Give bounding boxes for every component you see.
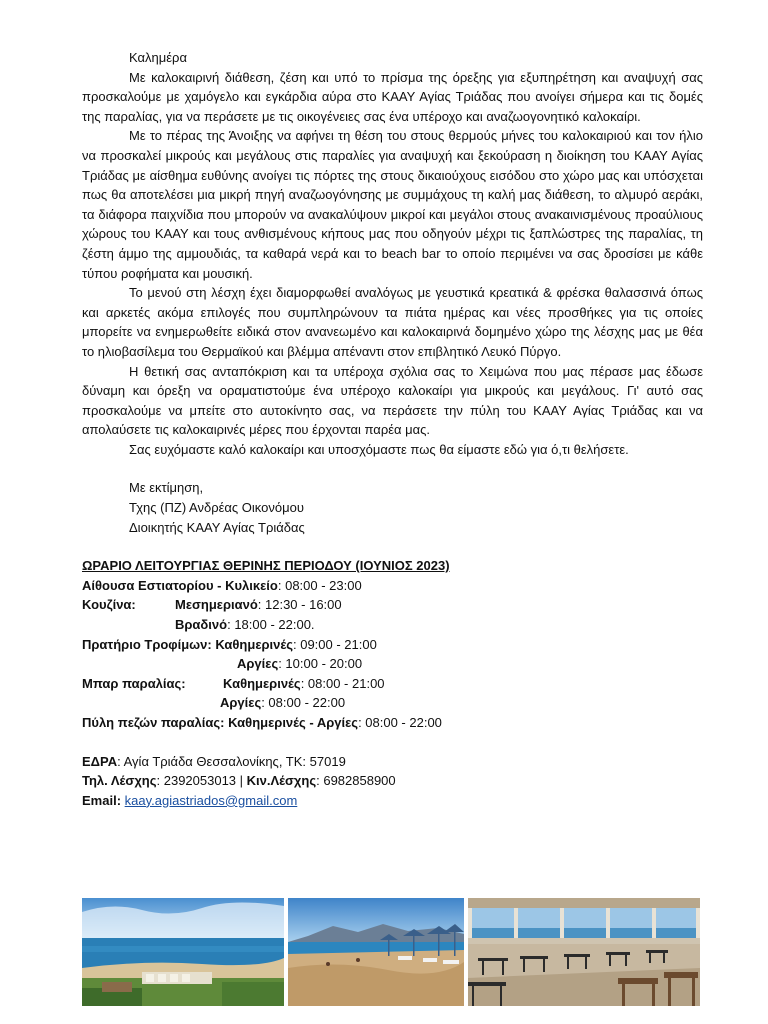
signature-block (82, 478, 703, 537)
schedule-title: ΩΡΑΡΙΟ ΛΕΙΤΟΥΡΓΙΑΣ ΘΕΡΙΝΗΣ ΠΕΡΙΟΔΟΥ (ΙΟΥΝΙΟΣ 2023) (82, 558, 450, 574)
address-label: ΕΔΡΑ (82, 753, 118, 769)
contact-block (82, 752, 703, 811)
store-weekdays-hours: : 09:00 - 21:00 (293, 636, 377, 652)
paragraph-4: Η θετική σας ανταπόκριση και τα υπέροχα σχόλια σας το Χειμώνα που μας πέρασε μας έδωσε δύναμη και όρεξη να οραματιστούμε ένα υπέροχο καλοκαίρι για μικρούς και μεγάλους. Γι' αυτό σας προσκαλούμε να μπείτε στο αυτοκίνητο σας, να περάσετε την πύλη του ΚΑΑΥ Αγίας Τριάδας και να απολαύσετε τις καλοκαιρινές μέρες που έρχονται παρέα μας. (82, 363, 703, 438)
paragraph-1: Με καλοκαιρινή διάθεση, ζέση και υπό το πρίσμα της όρεξης για εξυπηρέτηση και αναψυχή σας προσκαλούμε με χαμόγελο και εγκάρδια αύρα στο ΚΑΑΥ Αγίας Τριάδας που ανοίγει σήμερα και τις δομές της παραλίας, για να περάσετε με τις οικογένειες σας ένα υπέροχο και αναζωογονητικό καλοκαίρι. (82, 69, 703, 124)
letter-page (82, 48, 703, 810)
gate-hours: : 08:00 - 22:00 (358, 715, 442, 730)
kitchen-dinner-label: Βραδινό (175, 617, 228, 633)
store-holidays-label: Αργίες (237, 656, 279, 672)
store-holidays-hours: : 10:00 - 20:00 (278, 656, 363, 672)
mobile-label: Κιν.Λέσχης (246, 773, 317, 789)
photo-restaurant-terrace (468, 898, 700, 1006)
mobile-value: : 6982858900 (316, 773, 396, 789)
email-separator: : (116, 792, 125, 808)
signature-role: Διοικητής ΚΑΑΥ Αγίας Τριάδας (129, 519, 305, 535)
schedule-block (82, 556, 703, 732)
contact-address (82, 752, 703, 772)
store-holidays (237, 654, 362, 674)
email-label: Email (82, 792, 117, 808)
paragraph-5: Σας ευχόμαστε καλό καλοκαίρι και υποσχόμαστε πως θα είμαστε εδώ για ό,τι θελήσετε. (129, 441, 629, 457)
restaurant-label: Αίθουσα Εστιατορίου - Κυλικείο (82, 577, 278, 593)
gate-days-label: : Καθημερινές - Αργίες (220, 715, 359, 730)
paragraph-3: Το μενού στη λέσχη έχει διαμορφωθεί αναλόγως με γευστικά κρεατικά & φρέσκα θαλασσινά όπως και αρκετές ακόμα επιλογές που συμπληρώνουν τα πιάτα ημέρας και νέες προσθήκες για τις οποίες μπορείτε να ενημερωθείτε ειδικά στον ανανεωμένο και καλοκαιρινά δομημένο χώρο της λέσχης μας με θέα το ηλιοβασίλεμα του Θερμαϊκού και βλέμμα απέναντι στον επιβλητικό Λευκό Πύργο. (82, 285, 703, 359)
schedule-store-weekdays (82, 635, 703, 655)
kitchen-lunch-hours: : 12:30 - 16:00 (257, 597, 342, 613)
gate-label: Πύλη πεζών παραλίας (82, 715, 221, 730)
restaurant-hours: : 08:00 - 23:00 (277, 577, 362, 593)
kitchen-label: Κουζίνα: (82, 597, 136, 613)
beachbar-holidays (220, 693, 345, 713)
kitchen-lunch (175, 595, 342, 615)
greeting: Καλημέρα (129, 50, 187, 65)
schedule-restaurant (82, 576, 703, 596)
address-value: : Αγία Τριάδα Θεσσαλονίκης, ΤΚ: 57019 (117, 753, 346, 769)
phone-club-label: Τηλ. Λέσχης (82, 773, 157, 789)
photo-strip (82, 898, 700, 1006)
paragraph-2: Με το πέρας της Άνοιξης να αφήνει τη θέση του στους θερμούς μήνες του καλοκαιριού και τον ήλιο να προσκαλεί μικρούς και μεγάλους στις παραλίες για αναψυχή και ξεκούραση η διοίκηση του ΚΑΑΥ Αγίας Τριάδας με αίσθημα ευθύνης ανοίγει τις πόρτες της στους δικαιούχους εισόδου στο χώρο μας και υπόσχεται πως θα αποτελέσει μια μικρή πηγή αναζωογόνησης με συμμάχους τη καλή μας διάθεση, το αλμυρό αεράκι, τα διάφορα παιχνίδια που μπορούν να ανακαλύψουν μικροί και μεγάλοι στους ανακαινισμένους προαύλιους χώρους του ΚΑΑΥ και τους ανθισμένους κήπους μας που οδηγούν μέχρι τις ξαπλώστρες της παραλίας, τη ζέστη άμμο της αμμουδιάς, τα καθαρά νερά και το beach bar το οποίο περιμένει να σας δροσίσει με κάθε τύπου ροφήματα και μουσική. (82, 128, 703, 281)
beachbar-holidays-hours: : 08:00 - 22:00 (261, 695, 346, 711)
email-link[interactable]: kaay.agiastriados@gmail.com (124, 792, 298, 808)
signature-name: Τχης (ΠΖ) Ανδρέας Οικονόμου (129, 500, 304, 516)
schedule-kitchen-dinner (82, 615, 703, 635)
contact-email (82, 791, 703, 811)
kitchen-dinner (175, 615, 315, 635)
schedule-gate (82, 713, 703, 733)
store-label: Πρατήριο Τροφίμων (82, 636, 208, 652)
photo-aerial-beach (82, 898, 284, 1006)
schedule-beachbar-weekdays (82, 674, 703, 694)
beachbar-label: Μπαρ παραλίας: (82, 675, 186, 691)
store-weekdays-label: : Καθημερινές (207, 636, 293, 652)
kitchen-lunch-label: Μεσημεριανό (175, 597, 258, 613)
schedule-store-holidays (82, 654, 703, 674)
schedule-beachbar-holidays (82, 693, 703, 713)
beachbar-weekdays-label: Καθημερινές (223, 675, 301, 691)
kitchen-dinner-hours: : 18:00 - 22:00. (227, 617, 315, 633)
beachbar-weekdays-hours: : 08:00 - 21:00 (300, 675, 385, 691)
signature-closing: Με εκτίμηση, (129, 480, 204, 496)
beachbar-holidays-label: Αργίες (220, 695, 262, 711)
schedule-kitchen-lunch (82, 595, 703, 615)
phone-club-value: : 2392053013 | (156, 773, 247, 789)
beachbar-weekdays (223, 674, 385, 694)
contact-phones (82, 771, 703, 791)
photo-beach-umbrellas (288, 898, 464, 1006)
